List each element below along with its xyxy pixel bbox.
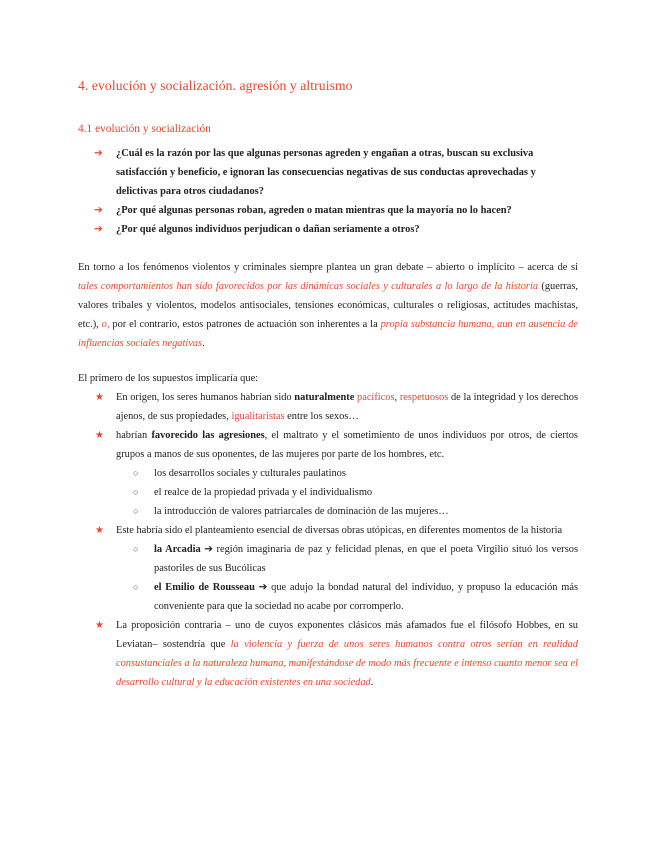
sub-item [116,483,578,502]
item-highlight: igualitaristas [231,411,285,422]
intro-text: (guerras, valores tribales y violentos, modelos antisociales, tensiones económicas, culturales o religiosas, actitudes machistas, etc.), [78,281,579,330]
star-icon: ★ [95,392,104,403]
arrow-icon: ➔ [94,205,103,216]
circle-bullet-icon: ○ [133,506,139,516]
star-icon: ★ [95,620,104,631]
star-icon: ★ [95,430,104,441]
star-icon: ★ [95,525,104,536]
sub-item-bold: el Emilio de Rousseau [154,582,255,593]
sub-item [116,502,578,521]
star-item [78,426,578,521]
intro-highlight: propia substancia humana, aun en ausencia de influencias sociales negativas [78,319,578,349]
sub-item [116,540,578,578]
item-highlight: la violencia y fuerza de unos seres humanos contra otros serían en realidad consustanciales a la naturaleza humana, manifestándose de modo más frecuente e intenso cuanto menor sea el desarrollo cultural y la educación existentes en una sociedad [116,639,579,688]
arrow-icon: ➔ [94,224,103,235]
question-text: ¿Por qué algunas personas roban, agreden o matan mientras que la mayoría no lo hacen? [116,205,512,216]
star-list [78,388,578,692]
question-item [78,144,578,201]
section-heading: 4. evolución y socialización. agresión y altruismo [78,78,353,93]
item-highlight: respetuosos [399,392,449,403]
sub-item-text: ➔ región imaginaria de paz y felicidad plenas, en que el poeta Virgilio situó los versos pastoriles de sus Bucólicas [154,544,579,574]
intro-paragraph [78,258,578,353]
question-text: ¿Por qué algunos individuos perjudican o dañan seriamente a otros? [116,224,420,235]
item-text: . [370,677,374,688]
item-text: , el maltrato y el sometimiento de unos individuos por otros, de ciertos grupos a manos de sus oponentes, de las mujeres por parte de los hombres, etc. [116,430,578,460]
intro-highlight: o, [101,319,110,330]
item-text: de la integridad y los derechos ajenos, de sus propiedades, [116,392,579,422]
intro-text: . [202,338,205,349]
item-text: , [394,392,400,403]
sub-list [116,464,578,521]
sub-item [116,578,578,616]
intro-text: por el contrario, estos patrones de actuación son inherentes a la [109,319,381,330]
sub-item-text: la introducción de valores patriarcales de dominación de las mujeres… [154,506,449,517]
sub-item-bold: la Arcadia [154,544,201,555]
question-item [78,201,578,220]
item-text: entre los sexos… [284,411,359,422]
intro-text: En torno a los fenómenos violentos y criminales siempre plantea un gran debate – abierto o implícito – acerca de si [78,262,578,273]
sub-item-text: el realce de la propiedad privada y el individualismo [154,487,373,498]
intro-highlight: tales comportamientos han sido favorecidos por las dinámicas sociales y culturales a lo largo de la historia [78,281,539,292]
circle-bullet-icon: ○ [133,582,139,592]
item-text: Este habría sido el planteamiento esencial de diversas obras utópicas, en diferentes momentos de la historia [116,525,563,536]
circle-bullet-icon: ○ [133,487,139,497]
question-item [78,220,578,239]
sub-list [116,540,578,616]
lead-sentence: El primero de los supuestos implicaría que: [78,373,259,384]
sub-item-text: ➔ que adujo la bondad natural del individuo, y propuso la educación más conveniente para que la sociedad no acabe por corromperlo. [154,582,578,612]
star-item [78,616,578,692]
star-item [78,388,578,426]
item-text: La proposición contraria – uno de cuyos exponentes clásicos más afamados fue el filósofo Hobbes, en su Leviatan– sostendría que [116,620,578,650]
arrow-icon: ➔ [94,148,103,159]
sub-item-text: los desarrollos sociales y culturales paulatinos [154,468,346,479]
star-item [78,521,578,616]
item-highlight: pacíficos [357,392,395,403]
circle-bullet-icon: ○ [133,468,139,478]
item-bold: naturalmente [294,392,355,403]
item-text: habrían [116,430,152,441]
circle-bullet-icon: ○ [133,544,139,554]
question-text: ¿Cuál es la razón por las que algunas personas agreden y engañan a otras, buscan su exclusiva satisfacción y beneficio, e ignoran las consecuencias negativas de sus conductas aprovechadas y delictivas para otros ciudadanos? [116,148,536,197]
item-text: En origen, los seres humanos habrían sido [116,392,295,403]
sub-item [116,464,578,483]
item-bold: favorecido las agresiones [151,430,265,441]
question-list [78,144,578,239]
subsection-heading: 4.1 evolución y socialización [78,123,211,135]
